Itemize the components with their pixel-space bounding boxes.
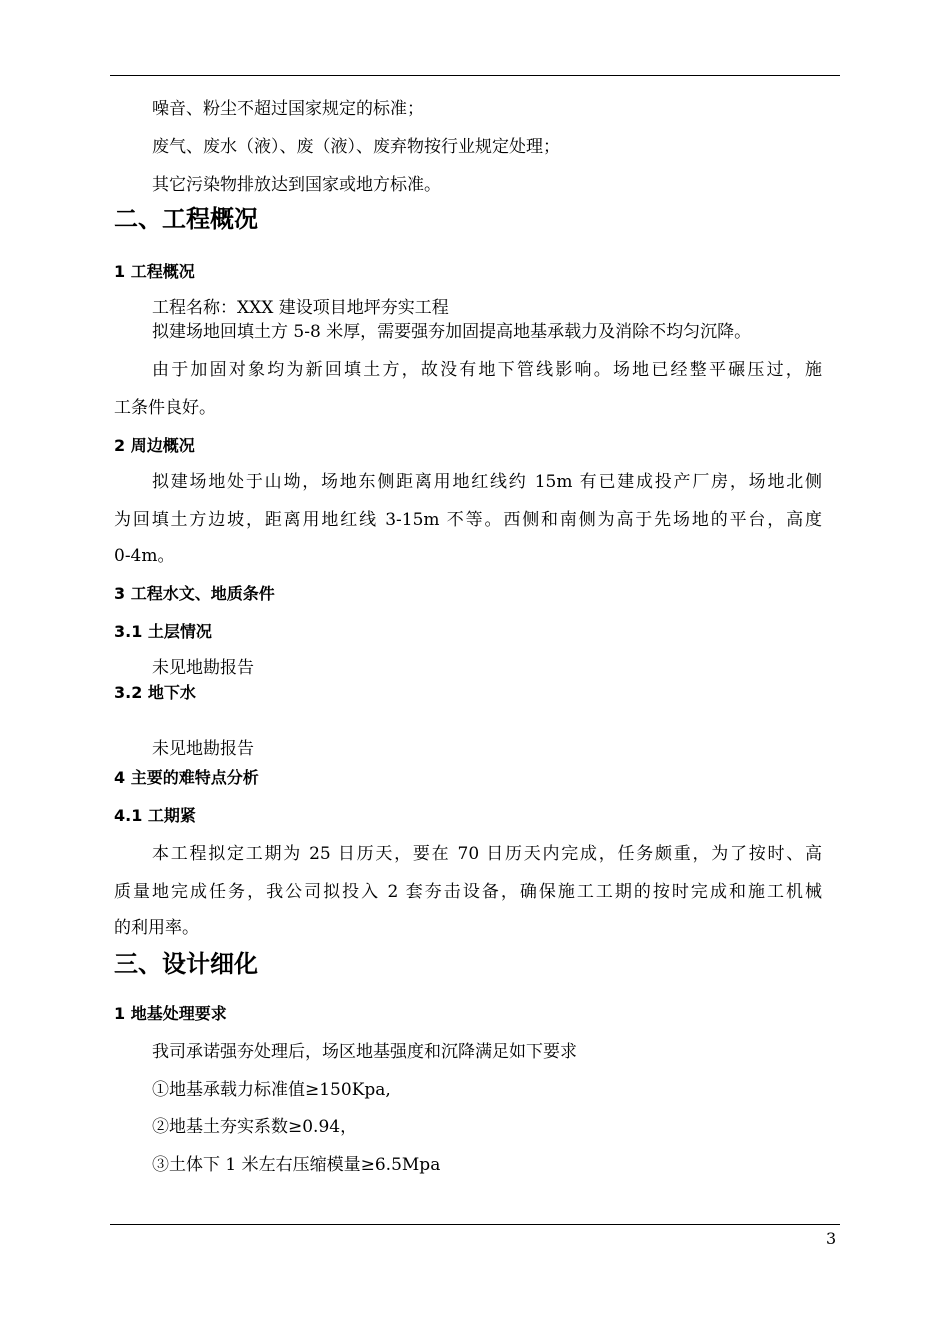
body-line: ②地基土夯实系数≥0.94，	[152, 1117, 358, 1137]
subsection-heading: 4.1 工期紧	[114, 806, 196, 825]
subsection-heading: 3 工程水文、地质条件	[114, 584, 275, 603]
subsection-heading: 3.2 地下水	[114, 683, 196, 702]
body-line: 的利用率。	[114, 918, 199, 938]
body-line: 质量地完成任务，我公司拟投入 2 套夯击设备，确保施工工期的按时完成和施工机械	[114, 882, 822, 902]
subsection-heading: 3.1 土层情况	[114, 622, 212, 641]
body-line: 未见地勘报告	[152, 658, 254, 678]
body-line: 拟建场地处于山坳，场地东侧距离用地红线约 15m 有已建成投产厂房，场地北侧	[152, 472, 822, 492]
body-line: 工程名称：XXX 建设项目地坪夯实工程	[152, 298, 449, 318]
body-line: 本工程拟定工期为 25 日历天，要在 70 日历天内完成，任务颇重，为了按时、高	[152, 844, 822, 864]
body-line: 0-4m。	[114, 546, 175, 566]
body-line: 工条件良好。	[114, 398, 216, 418]
body-line: 为回填土方边坡，距离用地红线 3-15m 不等。西侧和南侧为高于先场地的平台，高度	[114, 510, 822, 530]
section-heading: 三、设计细化	[114, 949, 258, 978]
body-line: 我司承诺强夯处理后，场区地基强度和沉降满足如下要求	[152, 1042, 577, 1062]
body-line: ③土体下 1 米左右压缩模量≥6.5Mpa	[152, 1155, 441, 1175]
body-line: 拟建场地回填土方 5-8 米厚，需要强夯加固提高地基承载力及消除不均匀沉降。	[152, 322, 752, 342]
subsection-heading: 4 主要的难特点分析	[114, 768, 259, 787]
subsection-heading: 2 周边概况	[114, 436, 195, 455]
section-heading: 二、工程概况	[114, 204, 258, 233]
subsection-heading: 1 工程概况	[114, 262, 195, 281]
subsection-heading: 1 地基处理要求	[114, 1004, 227, 1023]
body-line: 由于加固对象均为新回填土方，故没有地下管线影响。场地已经整平碾压过，施	[152, 360, 822, 380]
page-number: 3	[826, 1229, 837, 1248]
header-rule	[110, 75, 840, 76]
body-line: ①地基承载力标准值≥150Kpa,	[152, 1080, 391, 1100]
body-line: 噪音、粉尘不超过国家规定的标准；	[152, 99, 424, 119]
body-line: 未见地勘报告	[152, 739, 254, 759]
footer-rule	[110, 1224, 840, 1225]
body-line: 废气、废水（液）、废（液）、废弃物按行业规定处理；	[152, 137, 560, 157]
body-line: 其它污染物排放达到国家或地方标准。	[152, 175, 441, 195]
